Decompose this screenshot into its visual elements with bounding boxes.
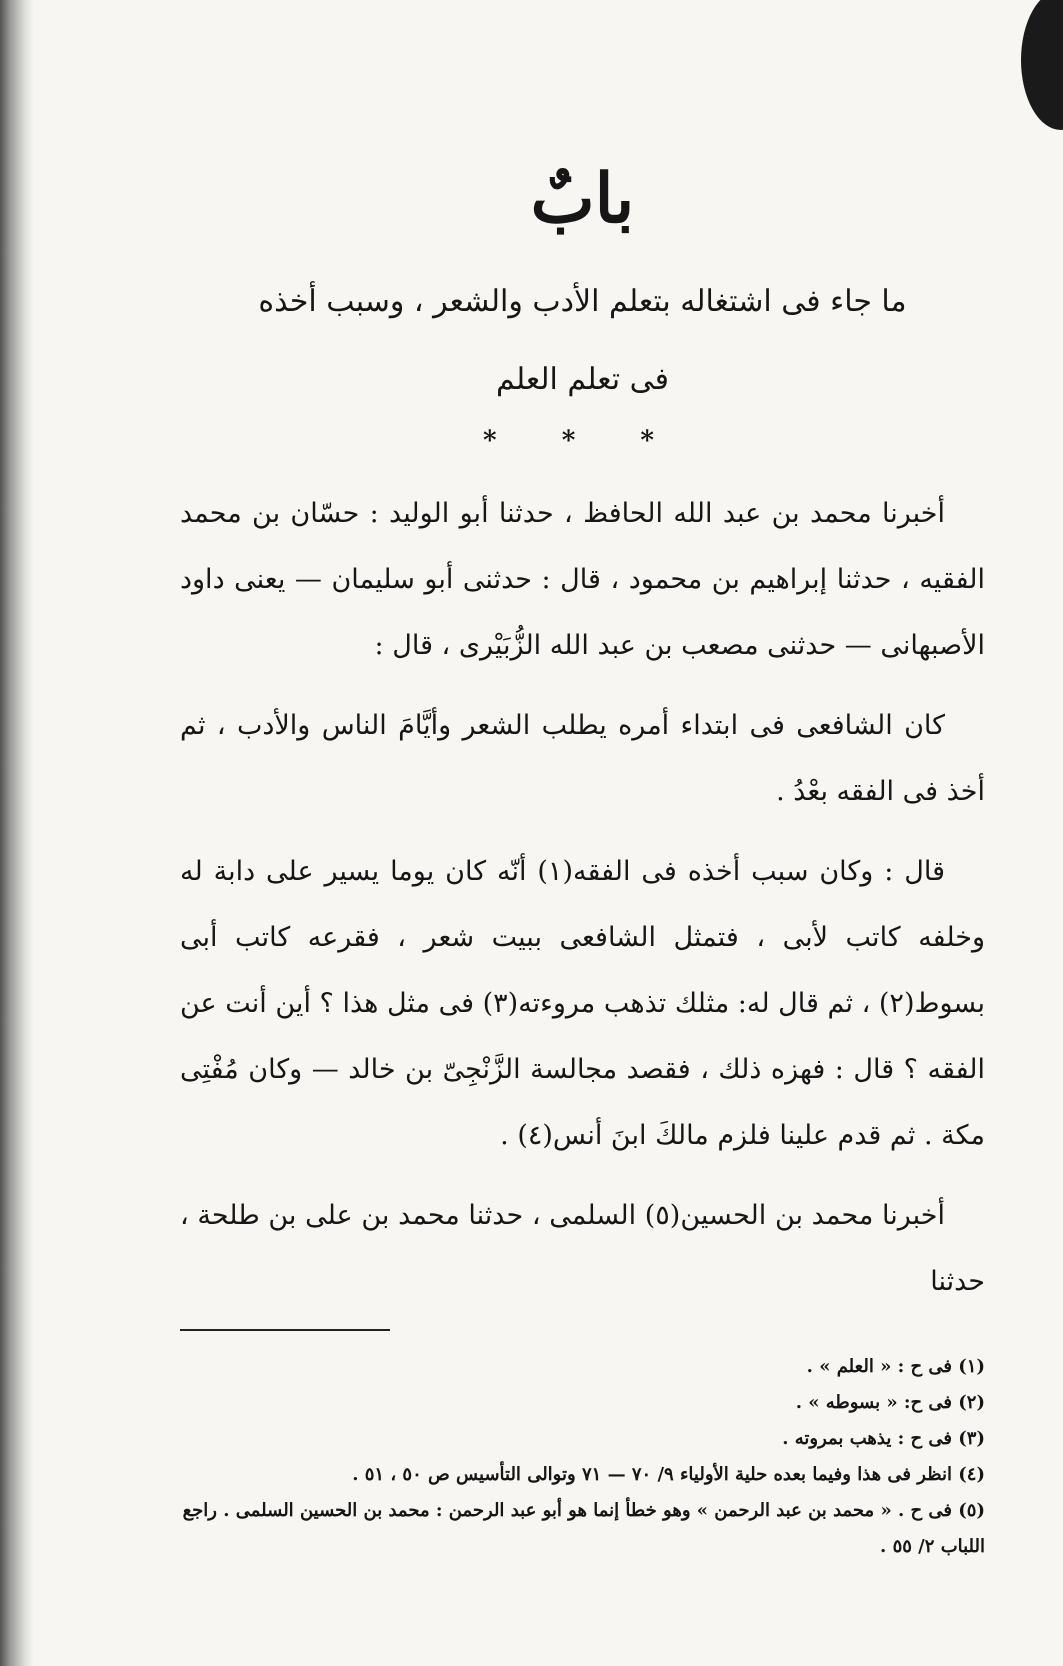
footnote-5: (٥) فى ح . « محمد بن عبد الرحمن » وهو خطأ إنما هو أبو عبد الرحمن : محمد بن الحسين السلمى . راجع اللباب ٢/ ٥٥ . (182, 1500, 985, 1557)
paragraph-narration-2: قال : وكان سبب أخذه فى الفقه(١) أنّه كان يوما يسير على دابة له وخلفه كاتب لأبى ، فتمثل الشافعى ببيت شعر ، فقرعه كاتب أبى بسوط(٢) ، ثم قال له: مثلك تذهب مروءته(٣) فى مثل هذا ؟ أين أنت عن الفقه ؟ قال : فهزه ذلك ، فقصد مجالسة الزَّنْجِىّ بن خالد — وكان مُفْتِى مكة . ثم قدم علينا فلزم مالكَ ابنَ أنس(٤) . (180, 856, 985, 1151)
footnote-1: (١) فى ح : « العلم » . (806, 1356, 985, 1377)
book-page (180, 159, 985, 1645)
paragraph-isnad-2: أخبرنا محمد بن الحسين(٥) السلمى ، حدثنا محمد بن على بن طلحة ، حدثنا (180, 1200, 985, 1297)
footnote-divider (180, 1329, 390, 1331)
chapter-subtitle-line2: فى تعلم العلم (496, 362, 669, 397)
footnote-2: (٢) فى ح: « بسوطه » . (795, 1392, 985, 1413)
scan-shadow-corner (1021, 0, 1063, 130)
paragraph-narration-1: كان الشافعى فى ابتداء أمره يطلب الشعر وأيَّامَ الناس والأدب ، ثم أخذ فى الفقه بعْدُ . (180, 710, 985, 807)
chapter-title: بابٌ (530, 159, 635, 239)
paragraph-isnad-1: أخبرنا محمد بن عبد الله الحافظ ، حدثنا أبو الوليد : حسّان بن محمد الفقيه ، حدثنا إبراهيم بن محمود ، قال : حدثنى أبو سليمان — يعنى داود الأصبهانى — حدثنى مصعب بن عبد الله الزُّبَيْرى ، قال : (180, 498, 985, 661)
footnote-3: (٣) فى ح : يذهب بمروته . (782, 1428, 985, 1449)
chapter-subtitle-line1: ما جاء فى اشتغاله بتعلم الأدب والشعر ، وسبب أخذه (258, 284, 907, 319)
section-separator: * * * (483, 426, 682, 456)
footnote-4: (٤) انظر فى هذا وفيما بعده حلية الأولياء ٩/ ٧٠ — ٧١ وتوالى التأسيس ص ٥٠ ، ٥١ . (352, 1464, 985, 1485)
scan-shadow-left (0, 0, 34, 1666)
